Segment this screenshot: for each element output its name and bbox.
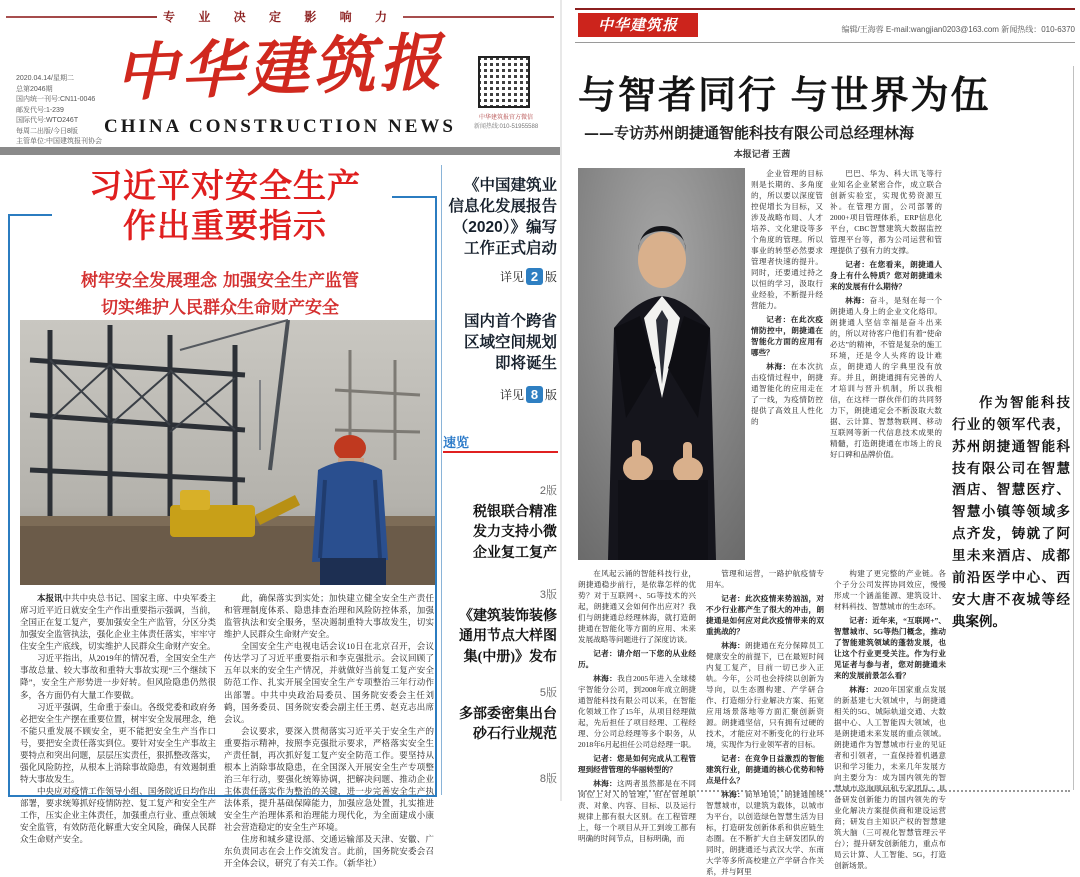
page-number-badge: 8 xyxy=(526,386,543,403)
quick-item-title: 多部委密集出台 砂石行业规范 xyxy=(459,707,557,743)
teaser-info-report-pagelink xyxy=(443,268,557,285)
quick-item-page: 2版 xyxy=(539,485,557,497)
bottom-dotted-rule xyxy=(578,790,1070,792)
quick-item-page: 8版 xyxy=(539,773,557,785)
interview-headline: 与智者同行 与世界为伍 xyxy=(578,75,991,117)
interview-bottom-column-2: 管理和运营，一路护航疫情专用车。 记者：此次疫情来势汹汹，对不少行业都产生了很大的冲击，朗捷通是如何应对此次疫情带来的双重挑战的？ 林海：朗捷通在充分保障员工健康安全的前提下，已在最短时间内复工复产，目前一切已步入正轨。今年，公司也会持续以创新为导向，以生态圈构建、产学研合作、打造细分行业解决方案、拓宽应用场景落地等方面汇聚创新资源。朗捷通坚信，只有拥有过硬的技术，才能应对不断变化的行业环境，实现作为行业领军者的目标。 记者：在竞争日益激烈的智能建筑行业，朗捷通的核心优势和特点是什么？ 林海：简单地说，朗捷通围绕智慧城市，以建筑为载体，以城市为平台，以创造绿色智慧生活为目标，打造研发创新体系和供应链生态圈。在不断扩大自主研发团队的同时，朗捷通还与武汉大学、东南大学等多所高校建立产学研合作关系，并与阿里 xyxy=(706,569,825,876)
teaser-info-report: 《中国建筑业 信息化发展报告 （2020）》编写 工作正式启动 xyxy=(448,177,557,257)
teaser-regional-planning-pagelink xyxy=(443,386,557,403)
page-suffix: 版 xyxy=(544,388,557,402)
newspaper-tagline: 专 业 决 定 影 响 力 xyxy=(163,10,398,24)
header-editor-meta: 编辑/王海蓉 E-mail:wangjian0203@163.com 新闻热线：010-6370 xyxy=(841,25,1075,34)
subheadline-line1: 树牢安全发展理念 加强安全生产监管 xyxy=(81,271,359,291)
masthead-english-name: CHINA CONSTRUCTION NEWS xyxy=(104,116,456,137)
article-frame-right xyxy=(435,196,437,797)
interview-column-mid: 巴巴、华为、科大讯飞等行业知名企业紧密合作，成立联合创新实验室，实现优势资源互补。在管理方面，公司部署的2000+项目管理体系，ERP信息化平台，CBC智慧建筑大数据监控管理平台等，都为公司运营和管理提供了强有力的支撑。 记者：在您看来，朗捷通人身上有什么特质？您对朗捷通未来的发展有什么期待？ 林海：奋斗，是刻在每一个朗捷通人身上的企业文化烙印。朗捷通人坚信幸福是奋斗出来的，所以对待客户他们有着“使命必达”的精神，不管是复杂的施工环境，还是令人头疼的设计难点，朗捷通人的字典里没有放弃。并且，朗捷通拥有完善的人才培训与晋升机制，所以我相信，在这样一群伙伴们的共同努力下，朗捷通定会不断汲取大数据、云计算、智慧物联网、移动互联网等新一代信息技术成果的精髓，打造朗捷通在市场上的良好口碑和品牌价值。 xyxy=(830,169,943,459)
interview-bottom-column-1: 在风起云涌的智能科技行业，朗捷通稳步前行，是依靠怎样的优势？对于互联网+、5G等技术的兴起，朗捷通又会如何作出应对？我们与朗捷通总经理林海，就打造朗捷通在智能化等方面的应用、未来发展战略等问题进行了深度访谈。 记者：请介绍一下您的从业经历。 林海：我自2005年进入全球楼宇智能分公司，到2008年成立朗捷通智能科技有限公司以来，在智能化领域工作了15年，从项目经理做起，先后担任了项目经理、工程经理、分公司总经理等多个职务，从2018年6月起担任公司总经理一职。 记者：您是如何完成从工程管理到经营管理的华丽转型的？ 林海：这两者虽然都是在不同岗位上对人的管理，但在管理职责、对象、内容、目标、以及运行规律上都有很大区别。在工程管理上，每一个项目从开工到竣工都有明确的时间节点，目标明确，而 xyxy=(578,569,697,843)
qr-code xyxy=(478,56,530,108)
portrait-photo-lin-hai xyxy=(578,168,745,560)
page-right-edge-rule xyxy=(1073,66,1074,790)
interview-column-narrow: 企业管理的目标则是长期的、多角度的，所以要以深度管控促增长为目标，又涉及战略布局、人才培养、文化建设等多个角度的管理。所以事业的转型必然要求管理者快速的提升。同时，还要通过持之以恒的学习，汲取行业经验，不断提升经营能力。 记者：在此次疫情防控中，朗捷通在智能化方面的应用有哪些？ 林海：在本次抗击疫情过程中，朗捷通智能化的应用走在了一线，为疫情防控提供了高效且人性化的 xyxy=(751,169,823,426)
issue-info-block: 2020.04.14/星期二 总第2046期 国内统一刊号:CN11-0046 邮发代号:1-239 国际代号:WTO246T 每周二出版/今日8版 主管单位:中国建筑报刊协会 xyxy=(16,75,102,145)
quick-item-title: 《建筑装饰装修 通用节点大样图 集(中册)》发布 xyxy=(459,609,557,665)
quick-item-title: 税银联合精准 发力支持小微 企业复工复产 xyxy=(473,505,557,561)
header-logo-box: 中华建筑报 xyxy=(578,13,698,37)
quick-item-page: 3版 xyxy=(539,589,557,601)
rail-divider-line xyxy=(441,165,442,795)
header-bottom-rule xyxy=(575,42,1075,43)
quick-item-page: 5版 xyxy=(539,687,557,699)
tagline-rule-left xyxy=(6,16,157,18)
pull-quote: 作为智能科技行业的领军代表，苏州朗捷通智能科技有限公司在智慧酒店、智慧医疗、智慧小镇等领域多点齐发，铸就了阿里未来酒店、成都前沿医学中心、西安大唐不夜城等经典案例。 xyxy=(952,395,1070,629)
quick-view-section-title: 速览 xyxy=(443,435,470,450)
subheadline-line2: 切实维护人民群众生命财产安全 xyxy=(101,298,339,318)
see-label: 详见 xyxy=(499,388,524,402)
main-headline-line1: 习近平对安全生产 xyxy=(89,167,361,204)
main-headline xyxy=(30,166,420,247)
page-number-badge: 2 xyxy=(526,268,543,285)
header-top-rule xyxy=(575,8,1075,10)
quick-view-red-rule xyxy=(443,451,558,453)
teaser-regional-planning: 国内首个跨省 区域空间规划 即将诞生 xyxy=(463,313,557,372)
right-newspaper-page xyxy=(562,0,1080,876)
masthead-logo: 中华建筑报 xyxy=(113,25,447,110)
interview-byline: 本报记者 王茜 xyxy=(733,149,791,159)
interview-bottom-column-3: 构建了更完整的产业链。各个子分公司发挥协同效应，慢慢形成一个涵盖能源、建筑设计、材料科技、智慧城市的生态环。 记者：近年来，“互联网+”、智慧城市、5G等热门概念，推动了智能建筑领域的蓬勃发展，也让这个行业更受关注。作为行业见证者与参与者，您对朗捷通未来的发展前景怎么看？ 林海：2020年国家重点发展的新基建七大领域中，与朗捷通相关的5G、城际轨道交通、大数据中心、人工智能四大领域，也是朗捷通未来发展的重点领域。朗捷通作为智慧城市行业的见证者和引领者，一直保持着机遇意识和学习能力，未来几年发展方向主要分为：成为国内领先的智慧城市咨询顾问和专家团队；具备研发创新能力的国内领先的专业化解决方案提供商和建设运营商；研发自主知识产权的智慧建筑大脑（三可视化智慧管理云平台）；提升研发创新能力，重点布局云计算、人工智能、5G，打造创新场景。 xyxy=(834,569,947,870)
page-suffix: 版 xyxy=(544,270,557,284)
main-headline-line2: 作出重要指示 xyxy=(123,207,327,245)
see-label: 详见 xyxy=(499,270,524,284)
masthead-divider-bar xyxy=(0,147,560,155)
qr-caption-wechat: 中华建筑报官方微信 xyxy=(478,115,533,121)
article-frame-left xyxy=(8,214,10,797)
article-body-column-2: 此，确保落实到实处；加快建立健全安全生产责任和管理制度体系、隐患排查治理和风险防控体系，加强监管执法和安全服务，坚决遏制重特大事故发生，切实维护人民群众生命财产安全。 全国安全生产电视电话会议10日在北京召开，会议传达学习了习近平重要指示和李克强批示。会议回顾了五年以来的安全生产情况，并就做好当前复工复产安全防范工作、扎实开展全国安全生产专项整治三年行动作出部署。中共中央政治局委员、国务院安委会主任刘鹤，国务委员、国务院安委会副主任王勇、赵克志出席会议。 会议要求，要深入贯彻落实习近平关于安全生产的重要指示精神，按照李克强批示要求，严格落实安全生产责任制，再次抓好复工复产安全防范工作。要坚持从根本上消除事故隐患，在全国深入开展安全生产专项整治三年行动，要强化统筹协调，把解决问题、推动企业主体责任落实作为整治的关键，进一步完善安全生产执法体系，提升基础保障能力，加强应急处置，扎实推进安全生产治理体系和治理能力现代化，为全面建成小康社会营造稳定的安全生产环境。 住房和城乡建设部、交通运输部及天津、安徽、广东负责同志在会上作交流发言。此前，国务院安委会召开全体会议，研究了有关工作。（新华社） xyxy=(224,593,434,869)
article-body-column-1: 本报讯中共中央总书记、国家主席、中央军委主席习近平近日就安全生产作出重要指示强调，当前，全国正在复工复产，要加强安全生产监管，分区分类加强安全监管执法，强化企业主体责任落实，牢牢守住安全生产底线，切实维护人民群众生命财产安全。 习近平指出，从2019年的情况看，全国安全生产事故总量、较大事故和重特大事故实现“三个继续下降”，安全生产形势进一步好转。但风险隐患仍然很多，各方面仍有大量工作要做。 习近平强调，生命重于泰山。各级党委和政府务必把安全生产摆在重要位置，树牢安全发展理念，绝不能只重发展不顾安全，更不能把安全生产当作口号，要把安全责任落实到位。要针对安全生产事故主要特点和突出问题，层层压实责任，狠抓整改落实，强化风险防控，从根本上消除事故隐患，有效遏制重特大事故发生。 中央应对疫情工作领导小组、国务院近日均作出部署，要求统筹抓好疫情防控、复工复产和安全生产工作，压实企业主体责任，加强重点行业、重点领域安全监管，有效防范化解重大安全风险，确保人民群众生命财产安全。 xyxy=(20,593,216,845)
interview-deck: ——专访苏州朗捷通智能科技有限公司总经理林海 xyxy=(584,124,915,142)
construction-site-photo xyxy=(20,320,435,585)
qr-caption-hotline: 新闻热线:010-51955588 xyxy=(473,124,539,130)
